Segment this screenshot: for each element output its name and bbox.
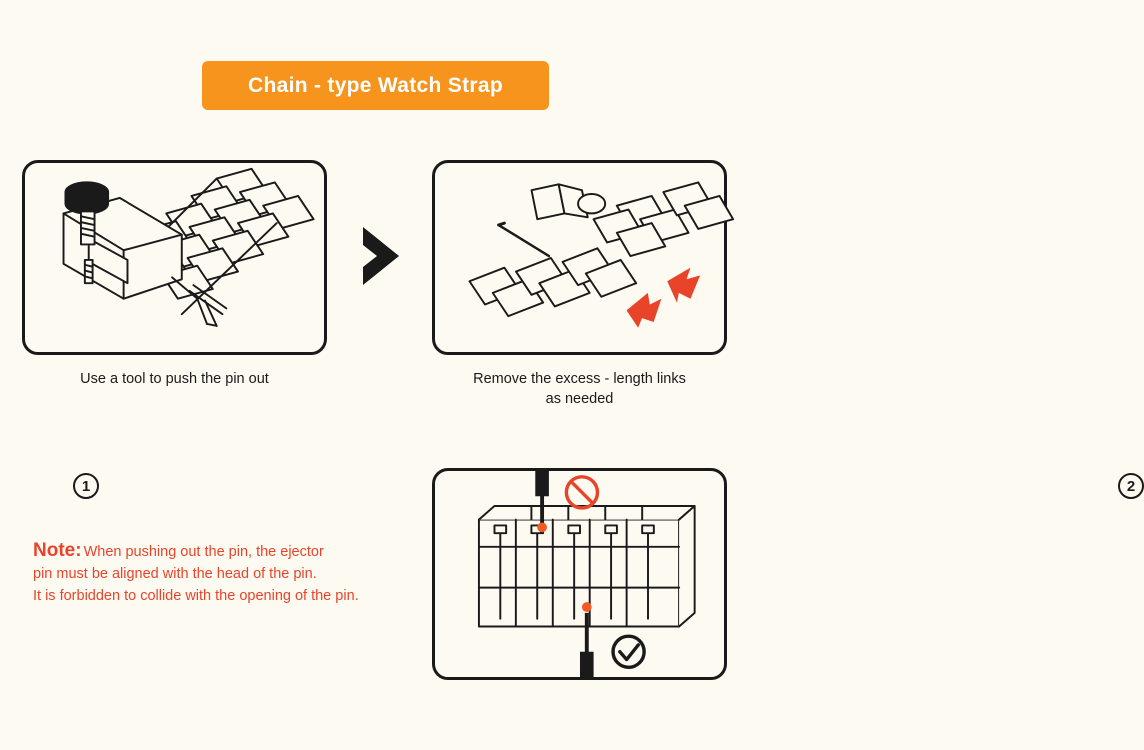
prohibited-icon (566, 477, 597, 508)
note-line-1: When pushing out the pin, the ejector (83, 544, 324, 560)
step-1-badge: 1 (73, 473, 99, 499)
note-label: Note: (33, 540, 82, 561)
step-2-illustration (435, 163, 724, 352)
step-2-caption (427, 369, 732, 409)
page-title: Chain - type Watch Strap (202, 61, 549, 110)
forbidden-pin-position (535, 471, 549, 533)
red-arrow-left (627, 293, 662, 328)
step-2-badge: 2 (1118, 473, 1144, 499)
note-block (33, 540, 418, 607)
step-2-caption-line-1: Remove the excess - length links (473, 371, 686, 387)
pin-alignment-detail-illustration (435, 471, 724, 677)
note-line-2: pin must be aligned with the head of the pin. (33, 566, 317, 582)
note-line-3: It is forbidden to collide with the opening of the pin. (33, 588, 359, 604)
right-chevron-arrow-icon (359, 225, 403, 287)
red-arrow-right (667, 268, 700, 303)
step-1-caption: Use a tool to push the pin out (80, 371, 269, 387)
approved-pin-position (580, 602, 594, 677)
pin-alignment-detail-panel (432, 468, 727, 680)
step-1-illustration (25, 163, 324, 352)
step-2-caption-line-2: as needed (545, 391, 614, 407)
check-icon (613, 636, 644, 667)
